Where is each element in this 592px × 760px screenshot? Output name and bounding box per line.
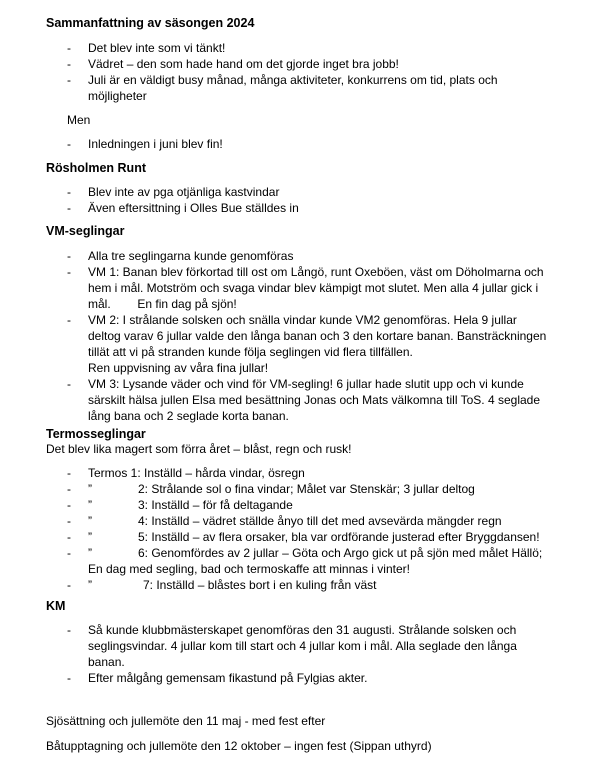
termos-4: 4: Inställd – vädret ställde ånyo till det med avsevärda mängder regn	[138, 514, 502, 528]
termos-3: 3: Inställd – för få deltagande	[138, 498, 293, 512]
summary-men-item-1: Inledningen i juni blev fin!	[88, 137, 223, 151]
heading-termos: Termosseglingar	[46, 427, 146, 441]
heading-rosholmen: Rösholmen Runt	[46, 161, 146, 175]
summary-item-1: Det blev inte som vi tänkt!	[88, 41, 226, 55]
bullet-dash	[67, 56, 77, 72]
bullet-dash	[67, 481, 77, 497]
termos-6: 6: Genomfördes av 2 jullar – Göta och Argo gick ut på sjön med målet Hällö;	[138, 546, 543, 560]
ditto-mark	[88, 481, 92, 497]
bullet-dash	[67, 312, 77, 328]
bullet-dash	[67, 200, 77, 216]
bullet-dash	[67, 72, 77, 88]
termos-7: 7: Inställd – blåstes bort i en kuling från väst	[143, 578, 377, 592]
vm-line-4: mål. En fin dag på sjön!	[88, 297, 237, 311]
bullet-dash	[67, 513, 77, 529]
km-line-4: Efter målgång gemensam fikastund på Fylgias akter.	[88, 671, 368, 685]
vm-line-7: tillät att vi på stranden kunde följa seglingen vid flera tillfällen.	[88, 345, 413, 359]
bullet-dash	[67, 264, 77, 280]
bullet-dash	[67, 529, 77, 545]
km-line-2: seglingsvindar. 4 jullar kom till start och 4 jullar kom i mål. Alla seglade den långa	[88, 639, 517, 653]
termos-intro: Det blev lika magert som förra året – blåst, regn och rusk!	[46, 442, 352, 456]
km-line-1: Så kunde klubbmästerskapet genomföras den 31 augusti. Strålande solsken och	[88, 623, 517, 637]
bullet-dash	[67, 465, 77, 481]
ditto-mark	[88, 577, 92, 593]
heading-summary: Sammanfattning av säsongen 2024	[46, 16, 255, 30]
vm-line-3: hem i mål. Motström och svaga vindar blev kämpigt mot slutet. Men alla 4 jullar gick i	[88, 281, 539, 295]
bullet-dash	[67, 622, 77, 638]
vm-line-1: Alla tre seglingarna kunde genomföras	[88, 249, 294, 263]
bullet-dash	[67, 497, 77, 513]
termos-6-cont: En dag med segling, bad och termoskaffe att minnas i vinter!	[88, 562, 410, 576]
vm-line-10: särskilt hälsa jullen Elsa med besättning Jonas och Mats välkomna till ToS. 4 seglade	[88, 393, 541, 407]
bullet-dash	[67, 136, 77, 152]
summary-item-3: Juli är en väldigt busy månad, många aktiviteter, konkurrens om tid, plats och	[88, 73, 498, 87]
km-line-3: banan.	[88, 655, 125, 669]
footer-launch: Sjösättning och jullemöte den 11 maj - med fest efter	[46, 714, 326, 728]
vm-line-2: VM 1: Banan blev förkortad till ost om Långö, runt Oxeböen, väst om Döholmarna och	[88, 265, 544, 279]
ditto-mark	[88, 513, 92, 529]
summary-item-3-cont: möjligheter	[88, 89, 147, 103]
vm-line-5: VM 2: I strålande solsken och snälla vindar kunde VM2 genomföras. Hela 9 jullar	[88, 313, 517, 327]
summary-item-2: Vädret – den som hade hand om det gjorde inget bra jobb!	[88, 57, 399, 71]
bullet-dash	[67, 184, 77, 200]
vm-line-8: Ren uppvisning av våra fina jullar!	[88, 361, 269, 375]
bullet-dash	[67, 40, 77, 56]
bullet-dash	[67, 577, 77, 593]
bullet-dash	[67, 248, 77, 264]
termos-5: 5: Inställd – av flera orsaker, bla var ordförande justerad efter Bryggdansen!	[138, 530, 540, 544]
bullet-dash	[67, 545, 77, 561]
rosholmen-item-2: Även eftersittning i Olles Bue ställdes in	[88, 201, 299, 215]
summary-men: Men	[67, 113, 91, 127]
rosholmen-item-1: Blev inte av pga otjänliga kastvindar	[88, 185, 280, 199]
footer-haulout: Båtupptagning och jullemöte den 12 oktober – ingen fest (Sippan uthyrd)	[46, 739, 432, 753]
ditto-mark	[88, 545, 92, 561]
termos-1: Termos 1: Inställd – hårda vindar, ösregn	[88, 466, 305, 480]
heading-km: KM	[46, 599, 66, 613]
vm-line-6: deltog varav 6 jullar valde den långa banan och 3 den kortare banan. Bansträckningen	[88, 329, 547, 343]
vm-line-11: lång bana och 2 seglade korta banan.	[88, 409, 289, 423]
bullet-dash	[67, 670, 77, 686]
bullet-dash	[67, 376, 77, 392]
heading-vm: VM-seglingar	[46, 224, 125, 238]
ditto-mark	[88, 497, 92, 513]
ditto-mark	[88, 529, 92, 545]
vm-line-9: VM 3: Lysande väder och vind för VM-segling! 6 jullar hade slutit upp och vi kunde	[88, 377, 524, 391]
termos-2: 2: Strålande sol o fina vindar; Målet var Stenskär; 3 jullar deltog	[138, 482, 475, 496]
